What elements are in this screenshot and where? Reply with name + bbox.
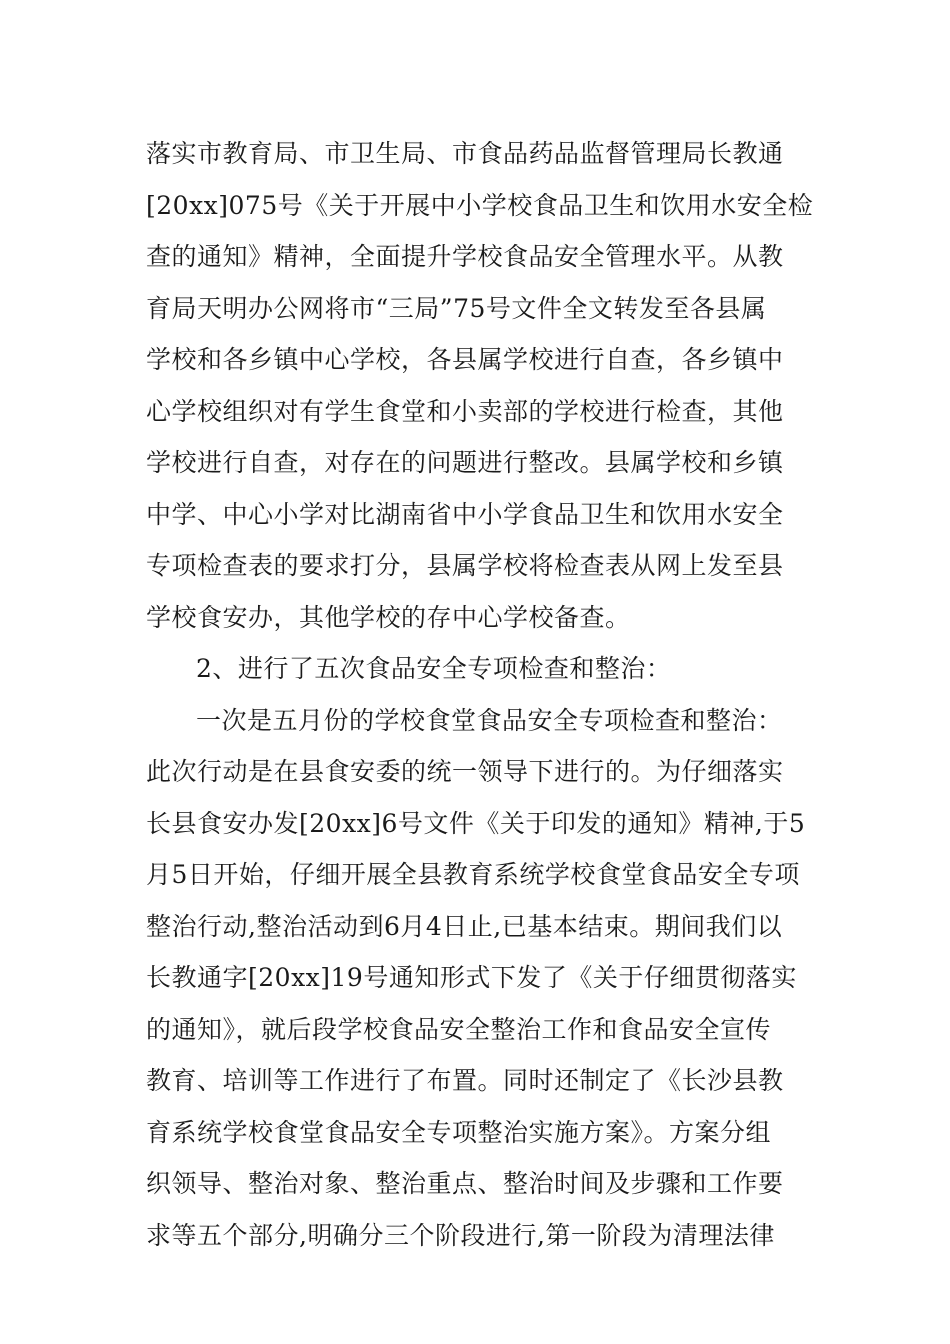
text-line-2: [20xx]075号《关于开展中小学校食品卫生和饮用水安全检: [146, 190, 814, 220]
text-line-21: 织领导、整治对象、整治重点、整治时间及步骤和工作要: [146, 1169, 784, 1198]
text-line-20: 育系统学校食堂食品安全专项整治实施方案》。方案分组: [146, 1117, 772, 1147]
text-line-5: 学校和各乡镇中心学校，各县属学校进行自查，各乡镇中: [146, 345, 784, 374]
text-line-9: 专项检查表的要求打分，县属学校将检查表从网上发至县: [146, 551, 784, 580]
text-line-3: 查的通知》精神，全面提升学校食品安全管理水平。从教: [146, 242, 784, 271]
text-line-8: 中学、中心小学对比湖南省中小学食品卫生和饮用水安全: [146, 499, 784, 529]
text-line-12: 一次是五月份的学校食堂食品安全专项检查和整治：: [196, 705, 783, 735]
text-line-22: 求等五个部分,明确分三个阶段进行,第一阶段为清理法律: [146, 1220, 775, 1250]
body-text: [146, 128, 814, 1261]
text-line-16: 整治行动,整治活动到6月4日止,已基本结束。期间我们以: [146, 911, 783, 941]
text-line-18: 的通知》，就后段学校食品安全整治工作和食品安全宣传: [146, 1014, 772, 1044]
text-line-6: 心学校组织对有学生食堂和小卖部的学校进行检查，其他: [146, 396, 784, 426]
section-heading: 2、进行了五次食品安全专项检查和整治：: [196, 654, 672, 683]
text-line-4: 育局天明办公网将市“三局”75号文件全文转发至各县属: [146, 293, 767, 323]
text-line-19: 教育、培训等工作进行了布置。同时还制定了《长沙县教: [146, 1066, 784, 1095]
text-line-14: 长县食安办发[20xx]6号文件《关于印发的通知》精神,于5: [146, 808, 806, 838]
text-line-1: 落实市教育局、市卫生局、市食品药品监督管理局长教通: [146, 139, 784, 168]
text-line-15: 月5日开始，仔细开展全县教育系统学校食堂食品安全专项: [146, 860, 800, 889]
text-line-13: 此次行动是在县食安委的统一领导下进行的。为仔细落实: [146, 757, 784, 786]
text-line-7: 学校进行自查，对存在的问题进行整改。县属学校和乡镇: [146, 448, 784, 477]
text-line-17: 长教通字[20xx]19号通知形式下发了《关于仔细贯彻落实: [146, 963, 797, 992]
text-line-10: 学校食安办，其他学校的存中心学校备查。: [146, 602, 631, 632]
